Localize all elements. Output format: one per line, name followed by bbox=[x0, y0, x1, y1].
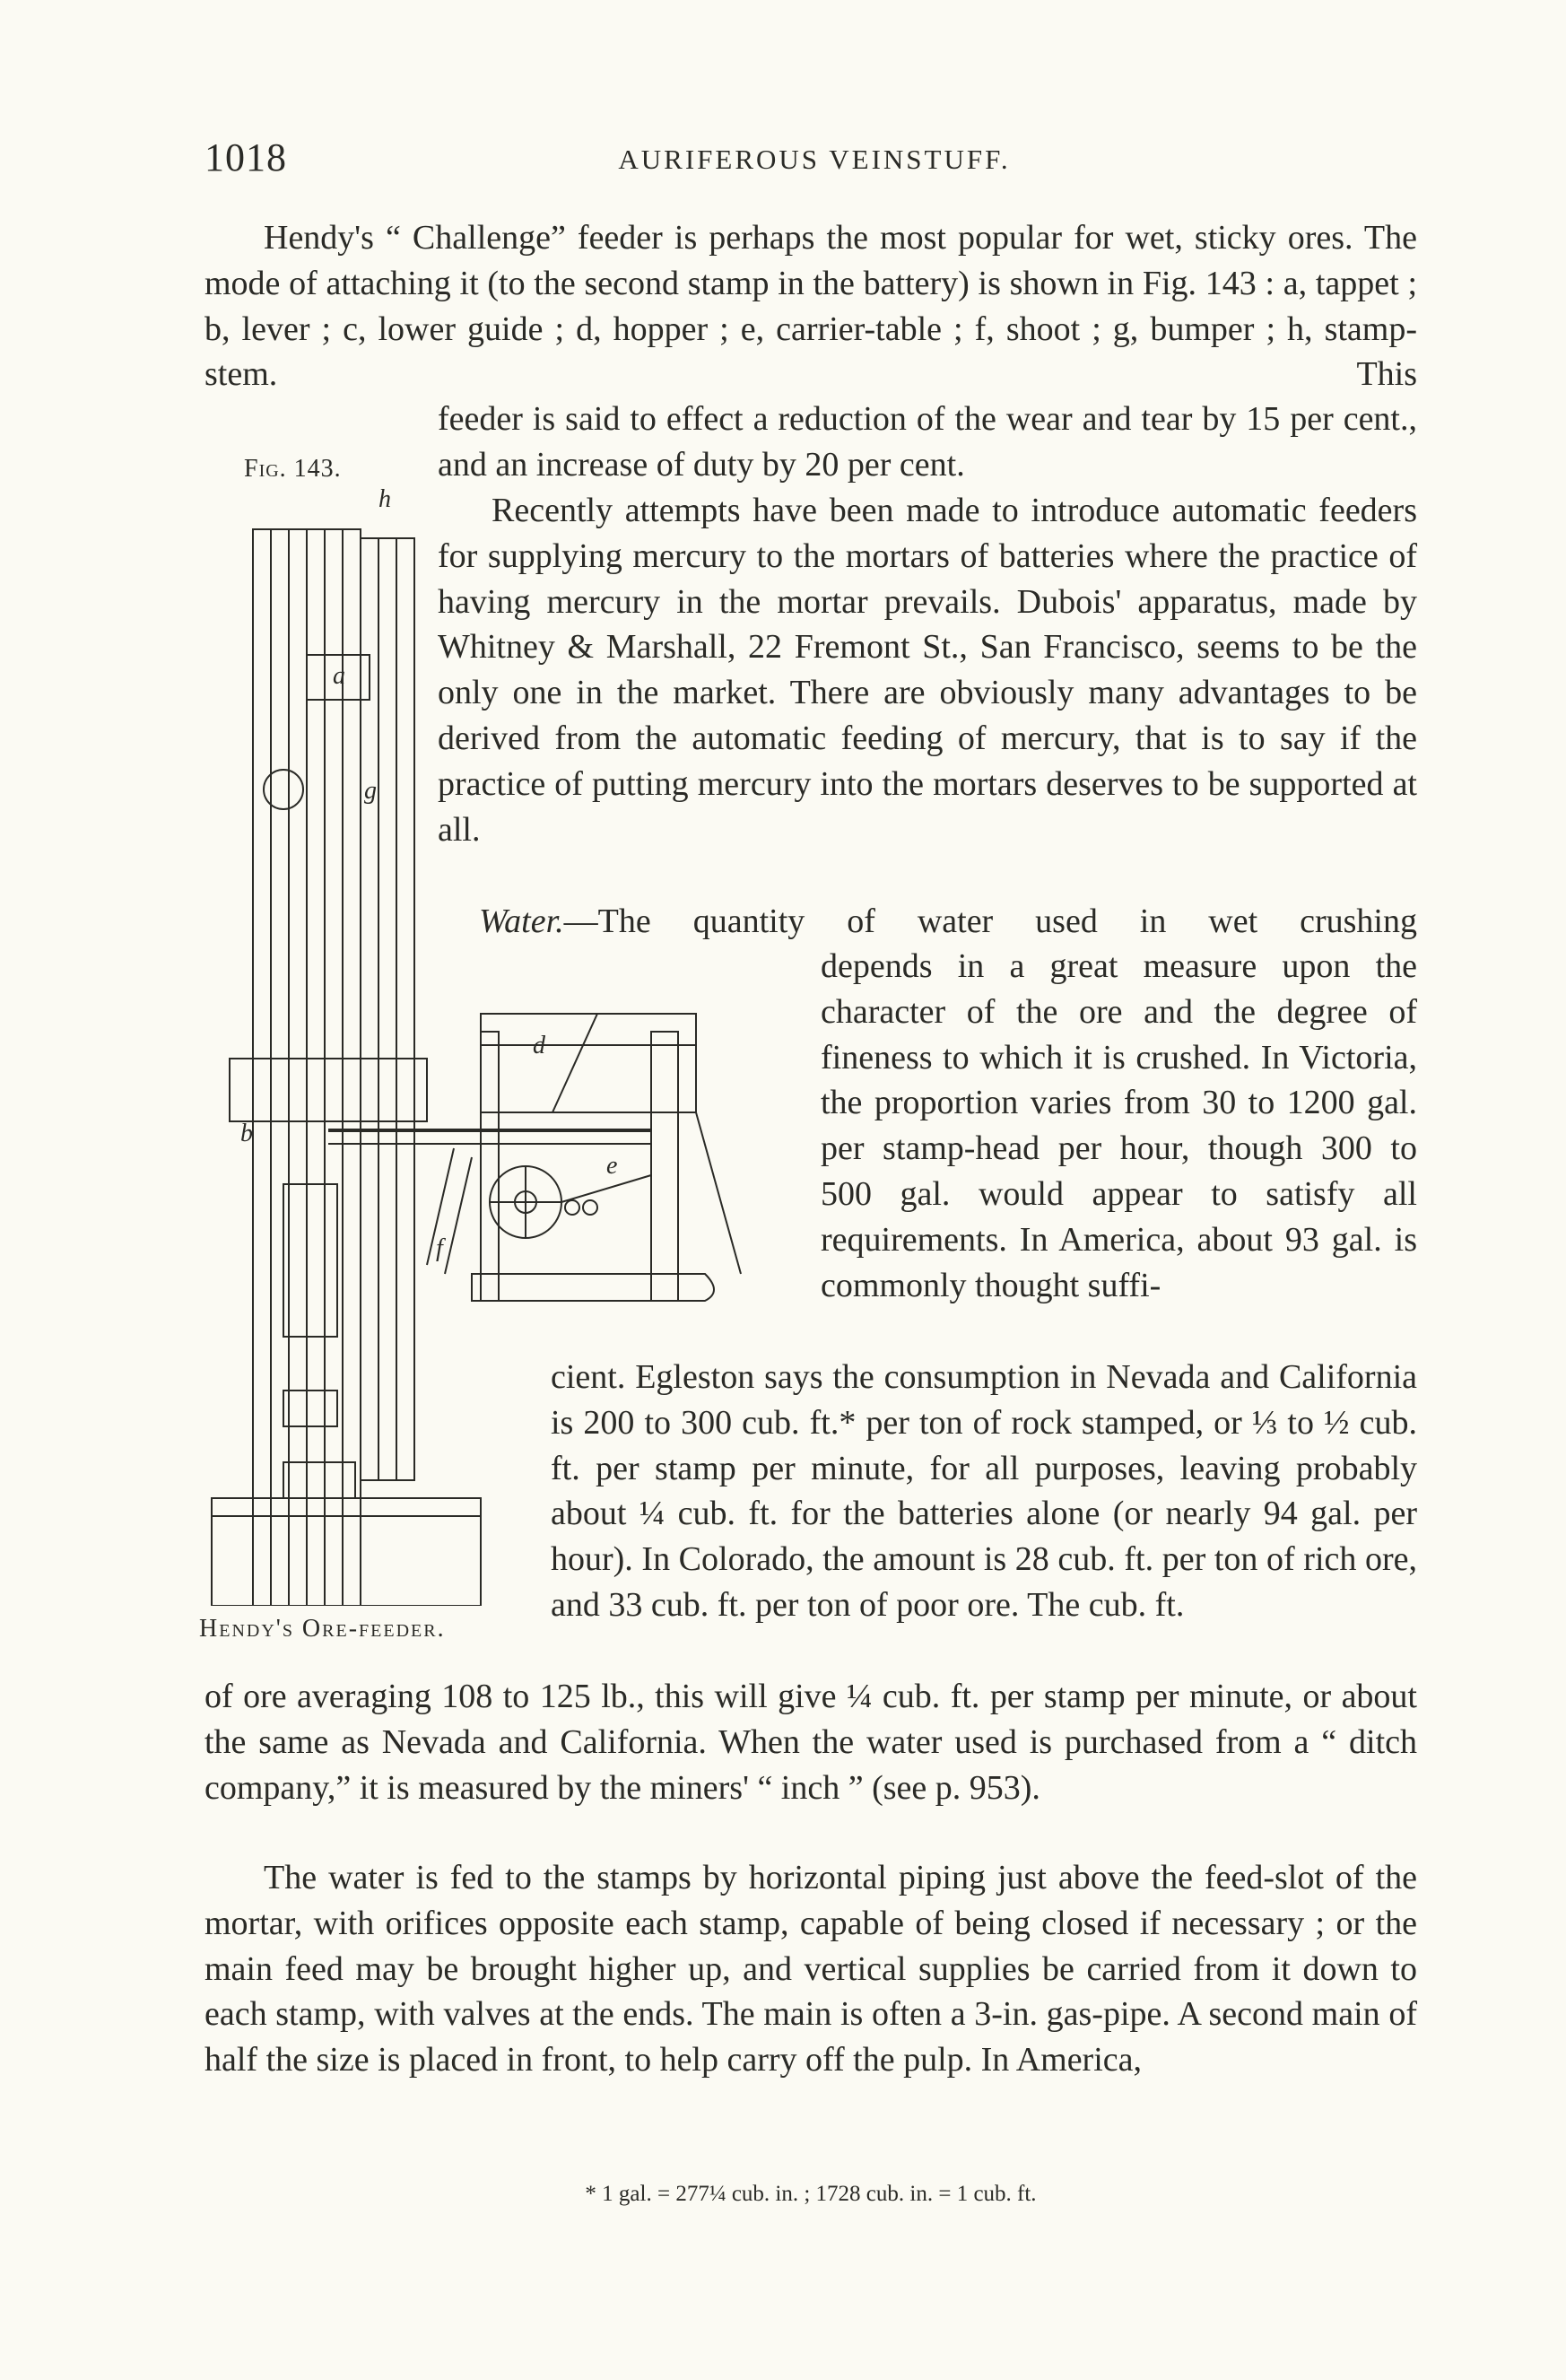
figure-letter-b: b bbox=[240, 1120, 253, 1147]
paragraph-3-line1: The quantity of water used in wet crushing bbox=[597, 902, 1417, 940]
paragraph-3-narrow: depends in a great measure upon the character of the ore and the degree of fineness to which it is crushed. In Victoria, the proportion varies from 30 to 1200 gal. per stamp-head per hour, though 300 to 500 gal. would appear to satisfy all requirements. In America, about 93 gal. is commonly thought suffi- bbox=[821, 947, 1417, 1304]
figure-letter-d: d bbox=[533, 1032, 545, 1059]
paragraph-1-text: Hendy's “ Challenge” feeder is perhaps the most popular for wet, sticky ores. The mode of attaching it (to the second stamp in the battery) is shown in Fig. 143 : a, tappet ; b, lever ; c, lower guide ; d, hopper ; e, carrier-table ; f, shoot ; g, bumper ; h, stamp-stem. bbox=[204, 219, 1417, 394]
figure-letter-f: f bbox=[436, 1234, 443, 1262]
page-number: 1018 bbox=[204, 135, 287, 179]
page-header bbox=[204, 135, 1424, 179]
figure-letter-a: a bbox=[333, 662, 345, 690]
paragraph-3-full: of ore averaging 108 to 125 lb., this will give ¼ cub. ft. per stamp per minute, or about the same as Nevada and California. When the water used is purchased from a “ ditch company,” it is measured by the miners' “ inch ” (see p. 953). bbox=[204, 1678, 1417, 1807]
figure-letter-e: e bbox=[606, 1152, 618, 1180]
figure-label: Fig. 143. bbox=[244, 455, 342, 483]
figure-caption: Hendy's Ore-feeder. bbox=[199, 1615, 446, 1643]
em-dash: — bbox=[563, 902, 598, 940]
paragraph-1 bbox=[204, 215, 1417, 397]
paragraph-3-medium: cient. Egleston says the consumption in Nevada and California is 200 to 300 cub. ft.* per ton of rock stamped, or ⅓ to ½ cub. ft. per stamp per minute, for all purposes, leaving probably about ¼ cub. ft. for the batteries alone (or nearly 94 gal. per hour). In Colorado, the amount is 28 cub. ft. per ton of rich ore, and 33 cub. ft. per ton of poor ore. The cub. ft. bbox=[551, 1358, 1417, 1624]
figure-letter-h: h bbox=[378, 485, 391, 513]
paragraph-2: Recently attempts have been made to introduce automatic feeders for supplying mercury to the mortars of batteries where the practice of having mercury in the mortar prevails. Dubois' apparatus, made by Whitney & Marshall, 22 Fremont St., San Francisco, seems to be the only one in the market. There are obviously many advantages to be derived from the automatic feeding of mercury, that is to say if the practice of putting mercury into the mortars deserves to be supported at all. bbox=[438, 492, 1417, 849]
running-title: AURIFEROUS VEINSTUFF. bbox=[618, 144, 1011, 175]
footnote: * 1 gal. = 277¼ cub. in. ; 1728 cub. in. = 1 cub. ft. bbox=[585, 2182, 1037, 2206]
paragraph-4: The water is fed to the stamps by horizontal piping just above the feed-slot of the mortar, with orifices opposite each stamp, capable of being closed if necessary ; or the main feed may be brought higher up, and vertical supplies be carried from it down to each stamp, with valves at the ends. The main is often a 3-in. gas-pipe. A second main of half the size is placed in front, to help carry off the pulp. In America, bbox=[204, 1859, 1417, 2079]
paragraph-1-continuation: This bbox=[1356, 355, 1417, 394]
paragraph-1-wrap: feeder is said to effect a reduction of the wear and tear by 15 per cent., and an increase of duty by 20 per cent. bbox=[438, 400, 1417, 484]
figure-letter-g: g bbox=[364, 777, 377, 805]
water-heading: Water. bbox=[479, 902, 564, 940]
hendy-ore-feeder-illustration bbox=[203, 484, 759, 1606]
